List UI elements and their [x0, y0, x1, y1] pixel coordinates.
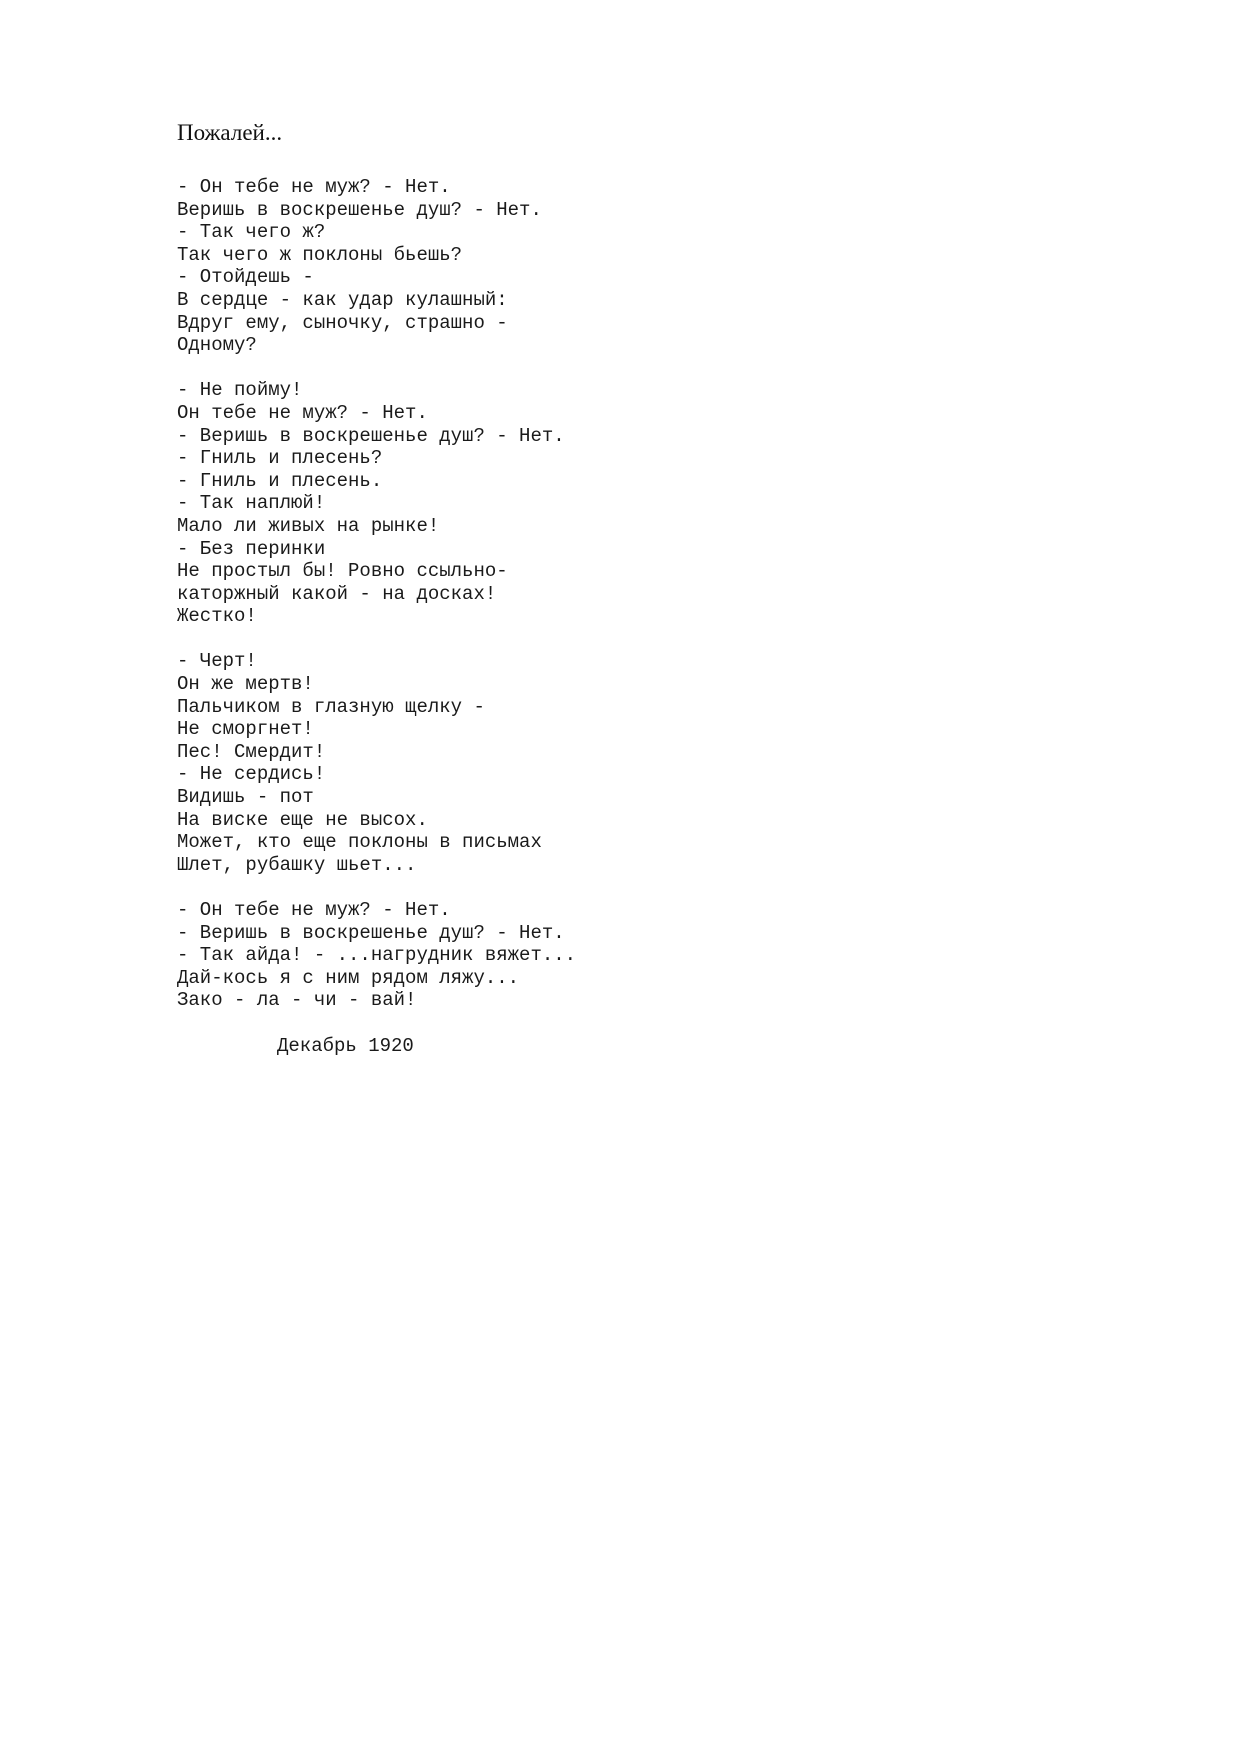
- poem-line: - Гниль и плесень.: [177, 469, 383, 492]
- poem-line: Вдруг ему, сыночку, страшно -: [177, 311, 508, 334]
- poem-line: - Отойдешь -: [177, 266, 314, 289]
- poem-line: Жестко!: [177, 605, 257, 628]
- poem-line: - Он тебе не муж? - Нет.: [177, 899, 451, 921]
- poem-line: - Без перинки: [177, 537, 326, 560]
- poem-line: - Не пойму!: [177, 379, 303, 402]
- poem-line: В сердце - как удар кулашный:: [177, 288, 508, 311]
- poem-line: Дай-кось я с ним рядом ляжу...: [177, 966, 520, 989]
- poem-line: Не сморгнет!: [177, 718, 314, 741]
- poem-line: каторжный какой - на досках!: [177, 582, 497, 605]
- poem-title: Пожалей...: [177, 120, 283, 145]
- poem-line: - Веришь в воскрешенье душ? - Нет.: [177, 921, 565, 944]
- poem-line: Зако - ла - чи - вай!: [177, 989, 417, 1012]
- poem-line: На виске еще не высох.: [177, 808, 428, 831]
- poem-line: Одному?: [177, 334, 257, 357]
- poem-line: - Так наплюй!: [177, 492, 326, 515]
- stanza-1: [177, 176, 576, 357]
- poem-line: - Черт!: [177, 650, 257, 673]
- poem-line: Не простыл бы! Ровно ссыльно-: [177, 560, 508, 583]
- poem-line: - Он тебе не муж? - Нет.: [177, 176, 451, 198]
- poem-line: - Не сердись!: [177, 763, 326, 786]
- poem-line: - Гниль и плесень?: [177, 447, 383, 470]
- poem-line: - Так айда! - ...нагрудник вяжет...: [177, 944, 577, 967]
- poem-line: Он тебе не муж? - Нет.: [177, 401, 428, 424]
- poem-line: Шлет, рубашку шьет...: [177, 853, 417, 876]
- poem-date: Декабрь 1920: [277, 1034, 414, 1057]
- stanza-3: [177, 650, 576, 876]
- poem-line: - Так чего ж?: [177, 221, 326, 244]
- poem-line: - Веришь в воскрешенье душ? - Нет.: [177, 424, 565, 447]
- poem-line: Пальчиком в глазную щелку -: [177, 695, 485, 718]
- poem-line: Он же мертв!: [177, 673, 314, 696]
- poem-line: Может, кто еще поклоны в письмах: [177, 831, 542, 854]
- poem-line: Пес! Смердит!: [177, 740, 326, 763]
- poem-body: [177, 176, 576, 1057]
- poem-line: Мало ли живых на рынке!: [177, 514, 440, 537]
- stanza-2: [177, 379, 576, 628]
- poem-line: Так чего ж поклоны бьешь?: [177, 243, 463, 266]
- poem-line: Веришь в воскрешенье душ? - Нет.: [177, 198, 542, 221]
- stanza-4: [177, 899, 576, 1012]
- poem-line: Видишь - пот: [177, 786, 314, 809]
